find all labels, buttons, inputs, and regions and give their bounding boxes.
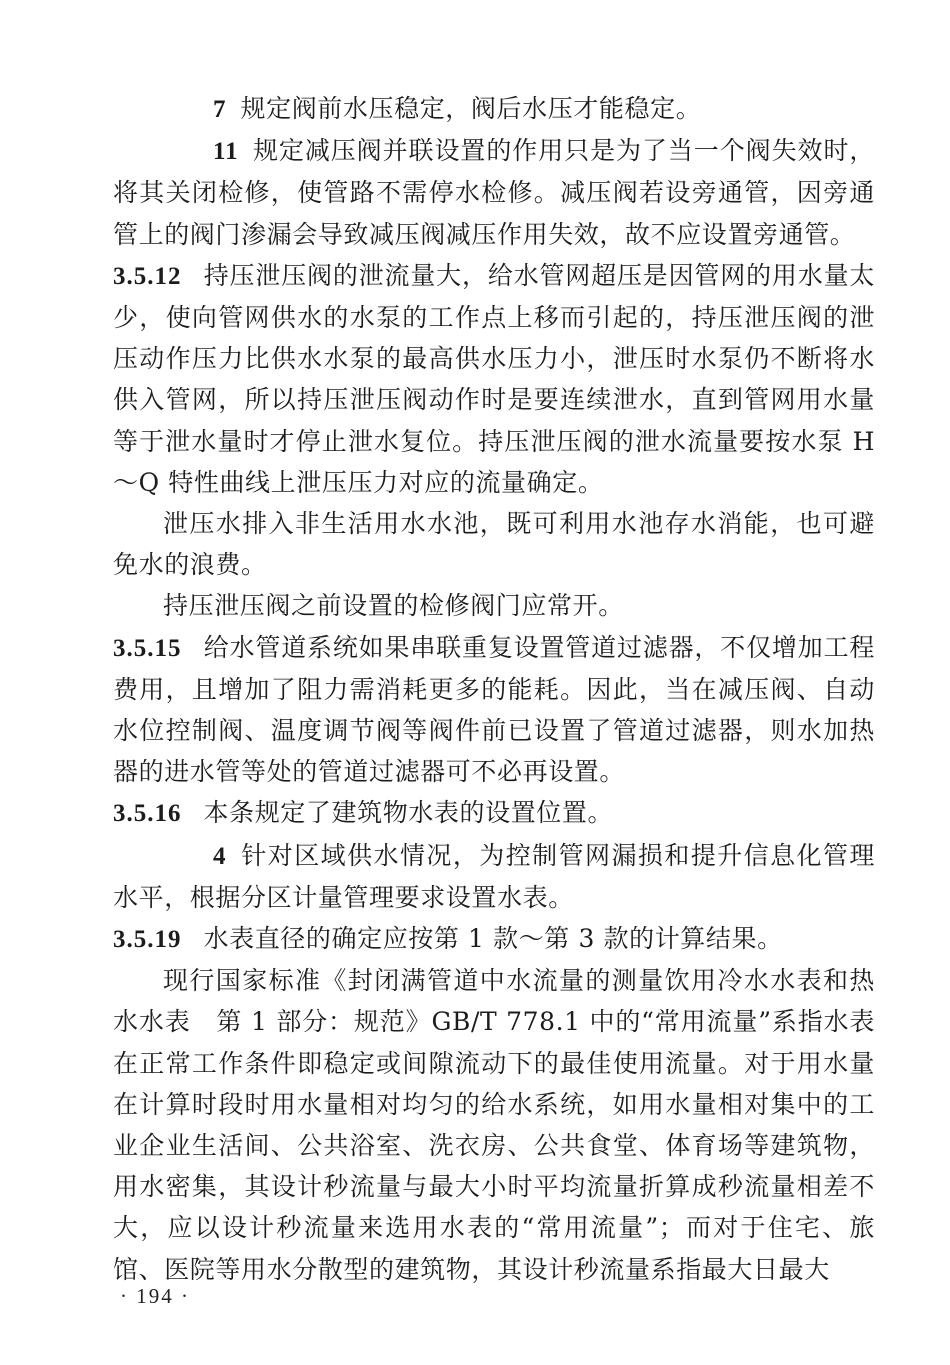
clause-text: 持压泄压阀的泄流量大，给水管网超压是因管网的用水量太少，使向管网供水的水泵的工作点上移而引起的，持压泄压阀的泄压动作压力比供水水泵的最高供水压力小，泄压时水泵仍不断将水供入管网，所以持压泄压阀动作时是要连续泄水，直到管网用水量等于泄水量时才停止泄水复位。持压泄压阀的泄水流量要按水泵 H～Q 特性曲线上泄压压力对应的流量确定。 bbox=[113, 260, 875, 497]
item-number: 4 bbox=[213, 842, 227, 870]
page-number: · 194 · bbox=[120, 1284, 190, 1308]
document-page bbox=[113, 88, 875, 1290]
item-11 bbox=[113, 130, 875, 255]
item-7 bbox=[113, 88, 875, 130]
clause-3-5-19 bbox=[113, 918, 875, 960]
clause-text: 给水管道系统如果串联重复设置管道过滤器，不仅增加工程费用，且增加了阻力需消耗更多的能耗。因此，当在减压阀、自动水位控制阀、温度调节阀等阀件前已设置了管道过滤器，则水加热器的进水管等处的管道过滤器可不必再设置。 bbox=[113, 632, 875, 787]
item-text: 规定减压阀并联设置的作用只是为了当一个阀失效时，将其关闭检修，使管路不需停水检修。减压阀若设旁通管，因旁通管上的阀门渗漏会导致减压阀减压作用失效，故不应设置旁通管。 bbox=[113, 136, 875, 249]
clause-3-5-16 bbox=[113, 792, 875, 834]
clause-3-5-15 bbox=[113, 627, 875, 793]
clause-number: 3.5.19 bbox=[113, 926, 182, 954]
paragraph: 现行国家标准《封闭满管道中水流量的测量饮用冷水水表和热水水表 第 1 部分：规范》GB/T 778.1 中的“常用流量”系指水表在正常工作条件即稳定或间隙流动下的最佳使用流量。对于用水量在计算时段时用水量相对均匀的给水系统，如用水量相对集中的工业企业生活间、公共浴室、洗衣房、公共食堂、体育场等建筑物，用水密集，其设计秒流量与最大小时平均流量折算成秒流量相差不大，应以设计秒流量来选用水表的“常用流量”；而对于住宅、旅馆、医院等用水分散型的建筑物，其设计秒流量系指最大日最大 bbox=[113, 966, 875, 1284]
paragraph: 持压泄压阀之前设置的检修阀门应常开。 bbox=[163, 591, 624, 621]
clause-text: 本条规定了建筑物水表的设置位置。 bbox=[203, 798, 614, 828]
clause-number: 3.5.12 bbox=[113, 262, 182, 290]
paragraph: 泄压水排入非生活用水水池，既可利用水池存水消能，也可避免水的浪费。 bbox=[113, 509, 875, 580]
item-4 bbox=[113, 835, 875, 918]
clause-3-5-12 bbox=[113, 255, 875, 503]
clause-number: 3.5.15 bbox=[113, 634, 182, 662]
item-number: 7 bbox=[213, 96, 227, 123]
item-text: 针对区域供水情况，为控制管网漏损和提升信息化管理水平，根据分区计量管理要求设置水表。 bbox=[113, 840, 875, 912]
clause-number: 3.5.16 bbox=[113, 800, 182, 828]
item-number: 11 bbox=[213, 138, 239, 166]
clause-text: 水表直径的确定应按第 1 款～第 3 款的计算结果。 bbox=[203, 924, 783, 954]
item-text: 规定阀前水压稳定，阀后水压才能稳定。 bbox=[240, 94, 702, 123]
